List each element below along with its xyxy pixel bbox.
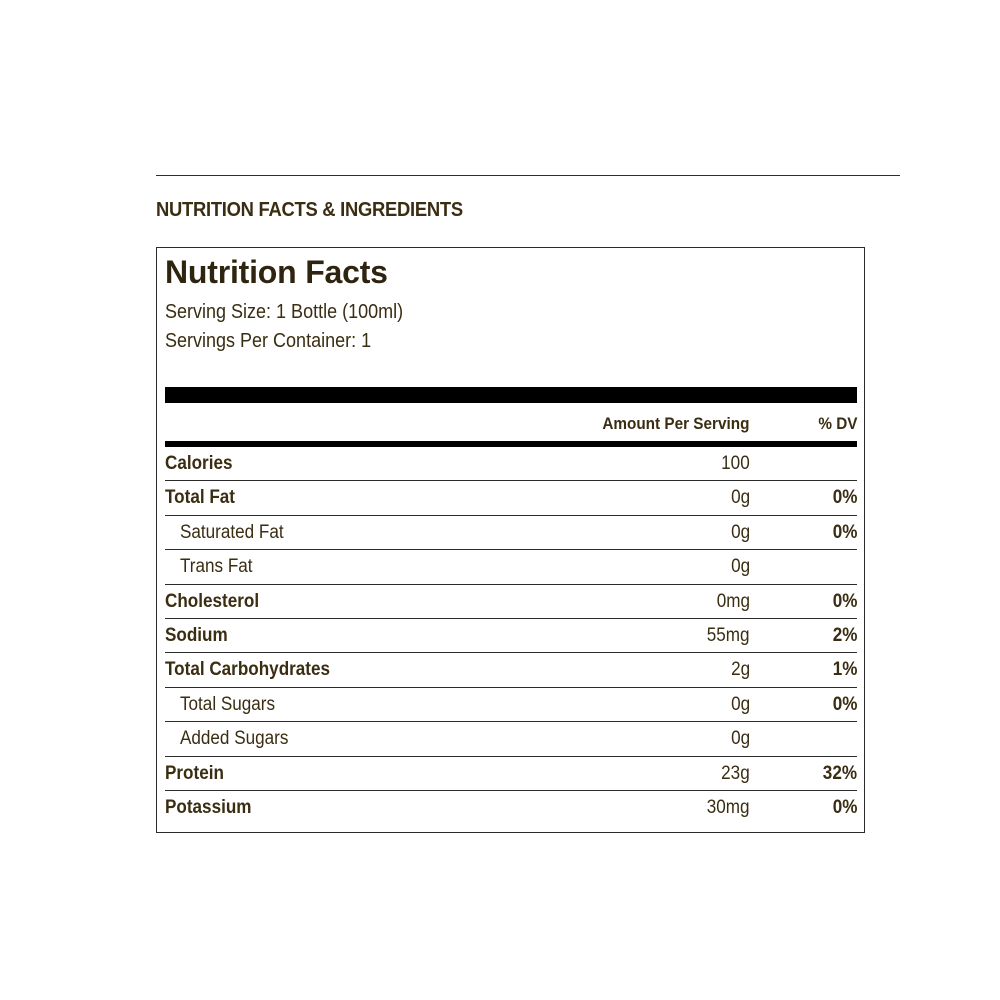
thick-divider [165,387,857,403]
nutrient-daily-value: 0% [832,796,857,818]
nutrient-amount: 0g [730,728,750,750]
nutrient-amount: 0mg [716,590,750,612]
nutrient-amount: 0g [730,487,750,509]
nutrient-label: Total Fat [165,487,235,509]
nutrient-daily-value: 1% [832,659,857,681]
nutrient-amount: 0g [730,693,750,715]
nutrient-label: Trans Fat [180,556,253,578]
nutrient-label: Total Sugars [180,693,276,715]
nutrient-row [165,722,857,756]
nutrient-daily-value: 0% [832,487,857,509]
nutrient-label: Calories [165,453,233,474]
nutrition-facts-panel [156,247,865,833]
nutrient-row [165,653,857,687]
serving-size: Serving Size: 1 Bottle (100ml) [165,301,404,323]
nutrient-amount: 30mg [707,796,750,818]
nutrient-amount: 2g [730,659,750,681]
nutrient-amount: 100 [721,453,750,474]
nutrient-amount: 55mg [707,624,750,646]
nutrient-daily-value: 32% [822,762,857,784]
nutrient-label: Total Carbohydrates [165,659,331,681]
nutrient-amount: 0g [730,521,750,543]
nutrient-table [165,447,857,825]
section-heading: NUTRITION FACTS & INGREDIENTS [156,199,463,221]
section-divider [156,175,900,176]
nutrient-row [165,791,857,825]
nutrient-label: Potassium [165,796,252,818]
nutrient-label: Saturated Fat [180,521,284,543]
nutrient-row [165,619,857,653]
column-header-amount: Amount Per Serving [601,414,749,433]
servings-per-container: Servings Per Container: 1 [165,330,372,352]
nutrient-row [165,447,857,481]
nutrient-label: Protein [165,762,224,784]
nutrient-daily-value: 0% [832,521,857,543]
nutrient-row [165,550,857,584]
nutrient-amount: 0g [730,556,750,578]
nutrient-row [165,757,857,791]
nutrient-row [165,481,857,515]
nutrient-amount: 23g [721,762,750,784]
nutrient-daily-value: 0% [832,693,857,715]
nutrient-label: Sodium [165,624,228,646]
nutrient-row [165,585,857,619]
nutrient-label: Added Sugars [180,728,289,750]
nutrient-row [165,516,857,550]
nutrient-daily-value: 0% [832,590,857,612]
column-header-dv: % DV [817,414,857,433]
nutrition-facts-title: Nutrition Facts [165,254,388,290]
nutrient-daily-value: 2% [832,624,857,646]
nutrient-row [165,688,857,722]
nutrient-label: Cholesterol [165,590,260,612]
